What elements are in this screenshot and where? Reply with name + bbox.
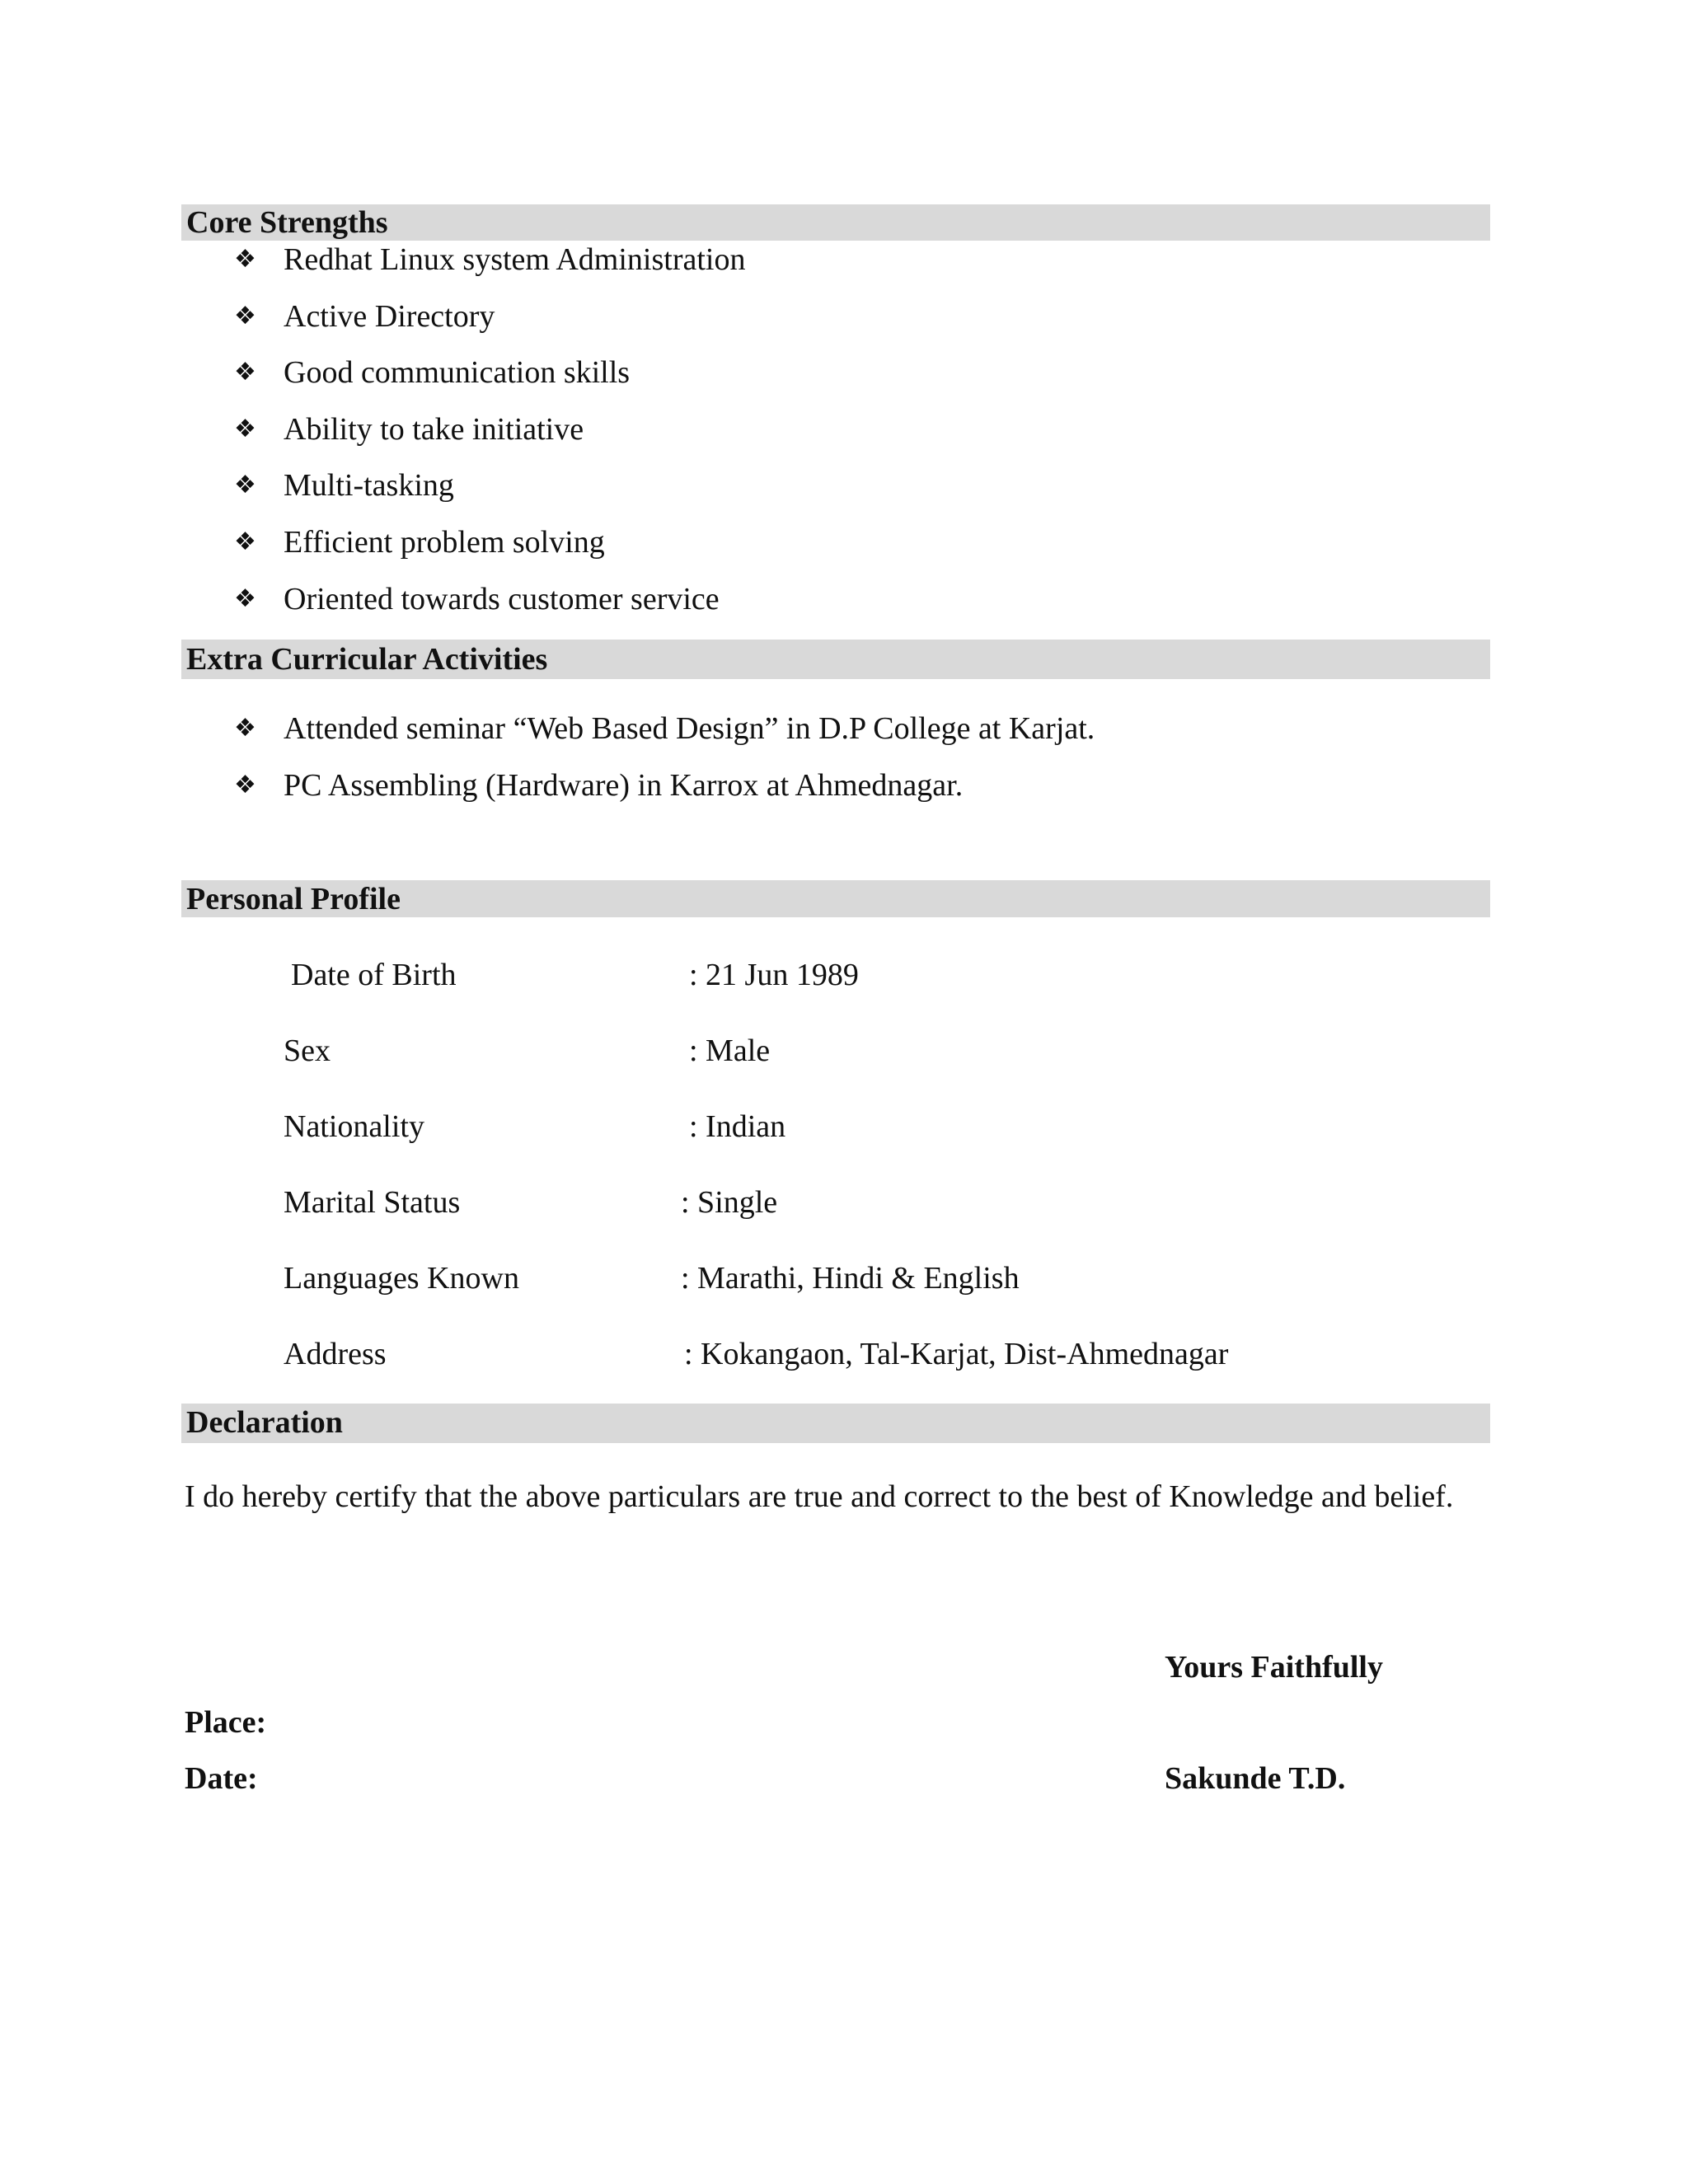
profile-label: Nationality bbox=[284, 1109, 424, 1144]
list-item-text: Ability to take initiative bbox=[284, 412, 584, 447]
diamond-bullet-icon: ❖ bbox=[234, 584, 256, 613]
section-title-extra-curricular: Extra Curricular Activities bbox=[186, 642, 548, 677]
section-title-personal-profile: Personal Profile bbox=[186, 882, 401, 916]
profile-value: : Indian bbox=[689, 1109, 786, 1144]
list-item bbox=[234, 240, 745, 279]
diamond-bullet-icon: ❖ bbox=[234, 245, 256, 274]
profile-value: : Kokangaon, Tal-Karjat, Dist-Ahmednagar bbox=[684, 1337, 1229, 1371]
section-title-declaration: Declaration bbox=[186, 1405, 343, 1440]
section-band-declaration bbox=[181, 1404, 1490, 1443]
list-item bbox=[234, 466, 454, 505]
profile-label: Address bbox=[284, 1337, 387, 1371]
list-item-text: Attended seminar “Web Based Design” in D.P College at Karjat. bbox=[284, 711, 1095, 746]
date-label: Date: bbox=[185, 1761, 258, 1796]
list-item bbox=[234, 766, 963, 805]
profile-label: Marital Status bbox=[284, 1185, 461, 1220]
list-item bbox=[234, 709, 1095, 748]
section-title-core-strengths: Core Strengths bbox=[186, 205, 388, 240]
list-item-text: Multi-tasking bbox=[284, 468, 454, 503]
declaration-text: I do hereby certify that the above particulars are true and correct to the best of Knowledge and belief. bbox=[185, 1479, 1454, 1514]
profile-label: Languages Known bbox=[284, 1261, 519, 1296]
list-item bbox=[234, 297, 495, 336]
profile-label: Sex bbox=[284, 1033, 331, 1068]
profile-row bbox=[0, 954, 1688, 996]
diamond-bullet-icon: ❖ bbox=[234, 714, 256, 743]
profile-value: : Male bbox=[689, 1033, 771, 1068]
diamond-bullet-icon: ❖ bbox=[234, 302, 256, 330]
profile-value: : Marathi, Hindi & English bbox=[681, 1261, 1020, 1296]
profile-row bbox=[0, 1030, 1688, 1071]
profile-value: : Single bbox=[681, 1185, 778, 1220]
profile-row bbox=[0, 1258, 1688, 1299]
list-item bbox=[234, 579, 720, 619]
list-item bbox=[234, 523, 605, 562]
list-item-text: Good communication skills bbox=[284, 355, 631, 390]
diamond-bullet-icon: ❖ bbox=[234, 471, 256, 499]
list-item bbox=[234, 353, 630, 392]
profile-label: Date of Birth bbox=[291, 958, 457, 992]
list-item-text: PC Assembling (Hardware) in Karrox at Ahmednagar. bbox=[284, 768, 964, 803]
list-item bbox=[234, 410, 584, 449]
diamond-bullet-icon: ❖ bbox=[234, 771, 256, 799]
profile-row bbox=[0, 1333, 1688, 1375]
closing-text: Yours Faithfully bbox=[1165, 1650, 1383, 1685]
list-item-text: Oriented towards customer service bbox=[284, 582, 720, 616]
diamond-bullet-icon: ❖ bbox=[234, 527, 256, 556]
signatory-name: Sakunde T.D. bbox=[1165, 1761, 1346, 1796]
list-item-text: Redhat Linux system Administration bbox=[284, 242, 746, 277]
list-item-text: Efficient problem solving bbox=[284, 525, 605, 560]
profile-row bbox=[0, 1182, 1688, 1223]
diamond-bullet-icon: ❖ bbox=[234, 358, 256, 387]
list-item-text: Active Directory bbox=[284, 299, 495, 334]
profile-row bbox=[0, 1106, 1688, 1147]
profile-value: : 21 Jun 1989 bbox=[689, 958, 859, 992]
diamond-bullet-icon: ❖ bbox=[234, 415, 256, 443]
place-label: Place: bbox=[185, 1705, 267, 1740]
